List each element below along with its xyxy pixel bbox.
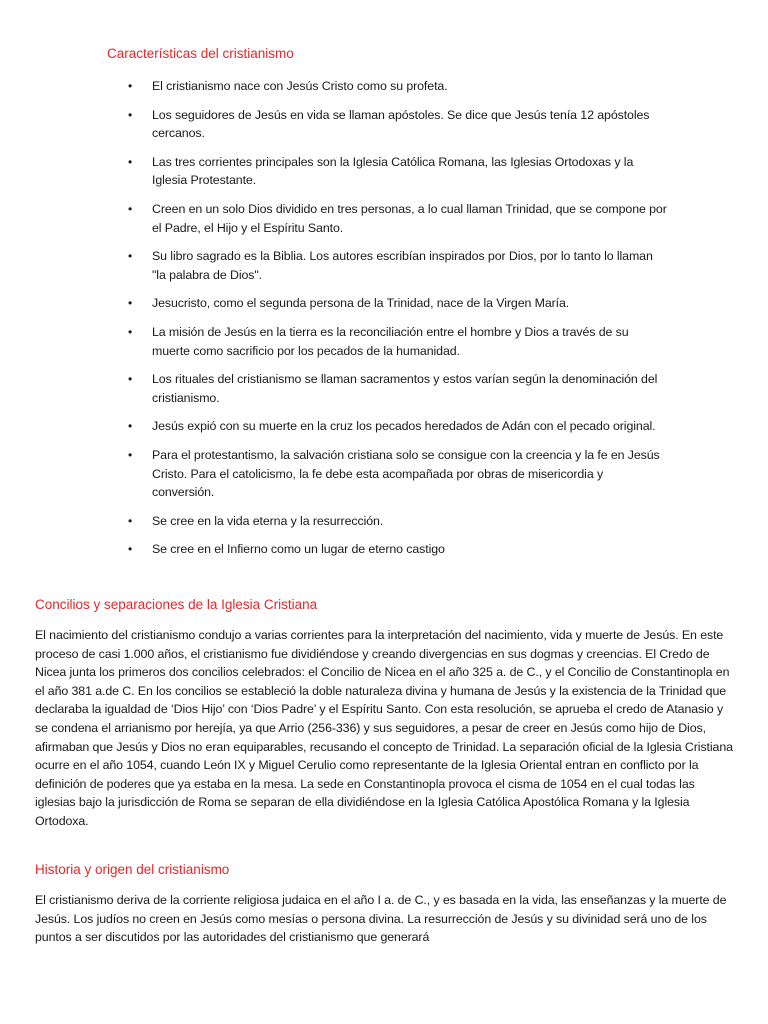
section-heading-concilios: Concilios y separaciones de la Iglesia Cristiana: [35, 597, 318, 612]
list-item-text: Jesucristo, como el segunda persona de la Trinidad, nace de la Virgen María.: [152, 296, 570, 311]
historia-paragraph: El cristianismo deriva de la corriente religiosa judaica en el año I a. de C., y es basada en la vida, las enseñanzas y la muerte de Jesús. Los judíos no creen en Jesús como mesías o persona divina. La resurrección de Jesús y su divinidad será uno de los puntos a ser discutidos por las autoridades del cristianismo que generará: [35, 893, 727, 945]
bullet-icon: •: [128, 107, 133, 122]
bullet-icon: •: [128, 296, 133, 311]
characteristics-list: [128, 77, 668, 569]
list-item-text: Se cree en la vida eterna y la resurrección.: [152, 513, 384, 528]
list-item: [128, 247, 668, 284]
list-item-text: Los rituales del cristianismo se llaman sacramentos y estos varían según la denominación del cristianismo.: [152, 372, 658, 405]
bullet-icon: •: [128, 513, 133, 528]
bullet-icon: •: [128, 249, 133, 264]
list-item: [128, 200, 668, 237]
bullet-icon: •: [128, 154, 133, 169]
bullet-icon: •: [128, 79, 133, 93]
list-item: [128, 323, 668, 360]
list-item: [128, 540, 668, 559]
list-item-text: Para el protestantismo, la salvación cristiana solo se consigue con la creencia y la fe en Jesús Cristo. Para el catolicismo, la fe debe esta acompañada por obras de misericordia y conversión.: [152, 447, 660, 500]
section-heading-historia: Historia y origen del cristianismo: [35, 862, 230, 877]
list-item-text: La misión de Jesús en la tierra es la reconciliación entre el hombre y Dios a través de su muerte como sacrificio por los pecados de la humanidad.: [152, 324, 629, 358]
bullet-icon: •: [128, 447, 133, 462]
list-item: [128, 294, 668, 313]
list-item-text: Los seguidores de Jesús en vida se llaman apóstoles. Se dice que Jesús tenía 12 apóstoles cercanos.: [152, 107, 650, 141]
list-item: [128, 512, 668, 531]
bullet-icon: •: [128, 324, 133, 339]
list-item: [128, 446, 668, 502]
list-item: [128, 106, 668, 143]
list-item-text: El cristianismo nace con Jesús Cristo como su profeta.: [152, 79, 448, 93]
list-item-text: Se cree en el Infierno como un lugar de eterno castigo: [152, 542, 445, 557]
bullet-icon: •: [128, 419, 133, 434]
list-item-text: Las tres corrientes principales son la Iglesia Católica Romana, las Iglesias Ortodoxas y la Iglesia Protestante.: [152, 154, 634, 188]
bullet-icon: •: [128, 201, 133, 216]
list-item: [128, 77, 668, 96]
concilios-paragraph: El nacimiento del cristianismo condujo a varias corrientes para la interpretación del nacimiento, vida y muerte de Jesús. En este proceso de casi 1.000 años, el cristianismo fue dividiéndose y creando divergencias en sus dogmas y creencias. El Credo de Nicea junta los primeros dos concilios celebrados: el Concilio de Nicea en el año 325 a. de C., y el Concilio de Constantinopla en el año 381 a.de C. En los concilios se estableció la doble naturaleza divina y humana de Jesús y la existencia de la Trinidad que declaraba la igualdad de ‘Dios Hijo’ con ‘Dios Padre’ y el Espíritu Santo. Con esta resolución, se aprueba el credo de Atanasio y se condena el arrianismo por herejía, ya que Arrio (256-336) y sus seguidores, a pesar de creer en Jesús como hijo de Dios, afirmaban que Jesús y Dios no eran equiparables, recusando el concepto de Trinidad. La separación oficial de la Iglesia Cristiana ocurre en el año 1054, cuando León IX y Miguel Cerulio como representante de la Iglesia Oriental entran en conflicto por la definición de poderes que ya estaba en la mesa. La sede en Constantinopla provoca el cisma de 1054 en el cual todas las iglesias bajo la jurisdicción de Roma se separan de ella dividiéndose en la Iglesia Católica Apostólica Romana y la Iglesia Ortodoxa.: [35, 628, 733, 828]
list-item: [128, 153, 668, 190]
section-heading-caracteristicas: Características del cristianismo: [107, 46, 294, 61]
list-item-text: Creen en un solo Dios dividido en tres personas, a lo cual llaman Trinidad, que se compone por el Padre, el Hijo y el Espíritu Santo.: [152, 201, 667, 235]
list-item-text: Jesús expió con su muerte en la cruz los pecados heredados de Adán con el pecado original.: [152, 419, 656, 434]
list-item: [128, 417, 668, 436]
list-item-text: Su libro sagrado es la Biblia. Los autores escribían inspirados por Dios, por lo tanto lo llaman "la palabra de Dios".: [152, 249, 653, 282]
bullet-icon: •: [128, 372, 133, 387]
list-item: [128, 370, 668, 407]
bullet-icon: •: [128, 542, 133, 557]
